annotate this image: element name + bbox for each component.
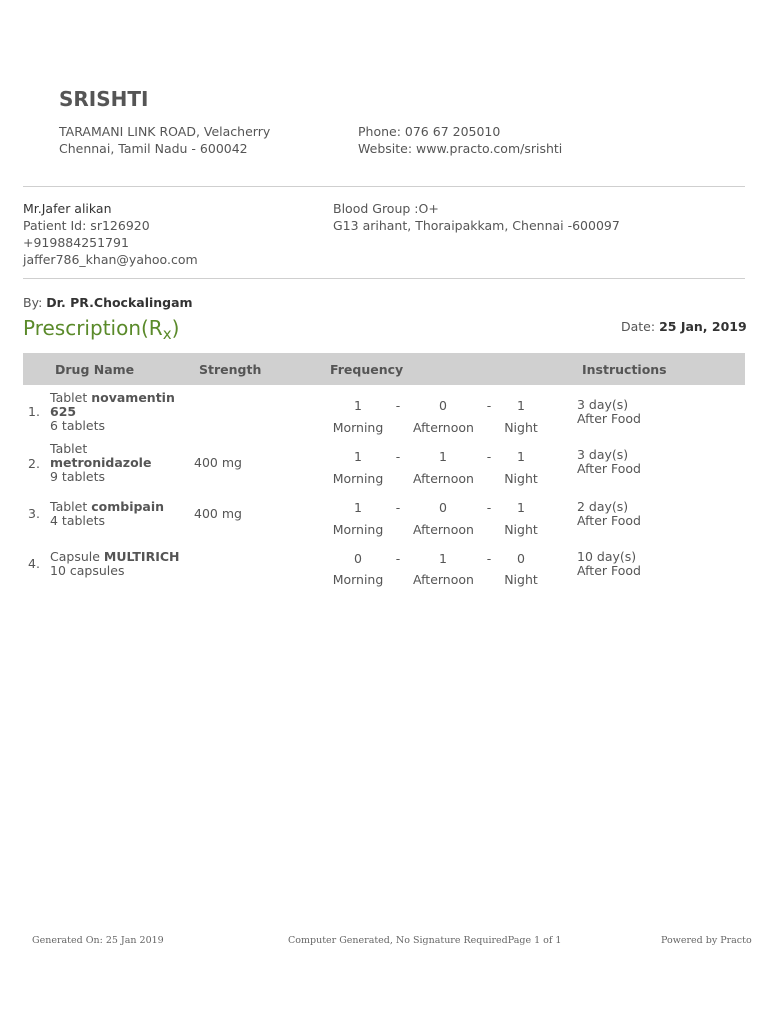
drug-qty: 4 tablets (50, 513, 105, 528)
clinic-phone: Phone: 076 67 205010 (358, 124, 501, 139)
instruction: After Food (577, 563, 641, 578)
label-night: Night (504, 471, 538, 486)
prescription-date (621, 318, 747, 335)
drug-name: novamentin 625 (50, 390, 175, 419)
drug-form: Tablet (50, 499, 88, 514)
label-morning: Morning (332, 420, 384, 435)
drug-strength: 400 mg (194, 506, 242, 521)
doctor-name: Dr. PR.Chockalingam (46, 295, 193, 310)
divider (23, 278, 745, 279)
row-number: 1. (28, 404, 40, 419)
footer-powered: Powered by Practo (661, 935, 752, 946)
row-number: 3. (28, 506, 40, 521)
label-afternoon: Afternoon (413, 572, 474, 587)
dose-night: 1 (517, 398, 525, 413)
dose-separator: - (486, 551, 492, 566)
drug-qty: 9 tablets (50, 469, 105, 484)
prescription-title-sub: x (162, 325, 172, 343)
dose-separator: - (395, 398, 401, 413)
drug-name: MULTIRICH (103, 549, 180, 564)
label-afternoon: Afternoon (413, 420, 474, 435)
drug-form: Capsule (50, 549, 100, 564)
label-morning: Morning (332, 522, 384, 537)
dose-afternoon: 1 (439, 551, 447, 566)
row-number: 2. (28, 456, 40, 471)
dose-separator: - (486, 398, 492, 413)
label-night: Night (504, 420, 538, 435)
drug-cell (50, 442, 160, 484)
divider (23, 186, 745, 187)
dose-morning: 0 (354, 551, 362, 566)
patient-address: G13 arihant, Thoraipakkam, Chennai -600097 (333, 218, 620, 233)
drug-name: combipain (91, 499, 165, 514)
clinic-name: SRISHTI (59, 87, 149, 111)
duration: 2 day(s) (577, 499, 629, 514)
drug-cell (50, 391, 185, 433)
dose-afternoon: 0 (439, 500, 447, 515)
dose-separator: - (395, 449, 401, 464)
drug-name: metronidazole (50, 455, 152, 470)
label-morning: Morning (332, 572, 384, 587)
dose-separator: - (486, 449, 492, 464)
dose-afternoon: 0 (439, 398, 447, 413)
drug-qty: 10 capsules (50, 563, 125, 578)
date-label: Date: (621, 319, 656, 334)
dose-separator: - (395, 500, 401, 515)
instruction: After Food (577, 461, 641, 476)
prescription-title-text: Prescription(R (23, 316, 163, 340)
label-night: Night (504, 572, 538, 587)
header-drug-name: Drug Name (55, 362, 135, 377)
dose-morning: 1 (354, 449, 362, 464)
prescription-title-end: ) (171, 316, 180, 340)
patient-name: Mr.Jafer alikan (23, 201, 112, 216)
instruction-cell (577, 550, 641, 578)
prescription-title (23, 315, 179, 343)
label-afternoon: Afternoon (413, 522, 474, 537)
dose-afternoon: 1 (439, 449, 447, 464)
patient-email: jaffer786_khan@yahoo.com (23, 252, 198, 267)
dose-night: 0 (517, 551, 525, 566)
label-afternoon: Afternoon (413, 471, 474, 486)
duration: 3 day(s) (577, 397, 629, 412)
table-header (23, 353, 745, 385)
clinic-address-line1: TARAMANI LINK ROAD, Velacherry (59, 124, 271, 139)
footer-generated: Generated On: 25 Jan 2019 (32, 935, 164, 946)
instruction: After Food (577, 411, 641, 426)
duration: 3 day(s) (577, 447, 629, 462)
header-frequency: Frequency (330, 362, 404, 377)
instruction-cell (577, 500, 641, 528)
doctor-line (23, 294, 193, 311)
dose-morning: 1 (354, 500, 362, 515)
instruction-cell (577, 398, 641, 426)
by-label: By: (23, 295, 43, 310)
date-value: 25 Jan, 2019 (659, 319, 747, 334)
dose-morning: 1 (354, 398, 362, 413)
dose-separator: - (486, 500, 492, 515)
label-morning: Morning (332, 471, 384, 486)
patient-id: Patient Id: sr126920 (23, 218, 150, 233)
drug-form: Tablet (50, 441, 88, 456)
header-instructions: Instructions (582, 362, 667, 377)
drug-form: Tablet (50, 390, 88, 405)
dose-separator: - (395, 551, 401, 566)
clinic-address-line2: Chennai, Tamil Nadu - 600042 (59, 141, 248, 156)
drug-qty: 6 tablets (50, 418, 105, 433)
instruction: After Food (577, 513, 641, 528)
patient-phone: +919884251791 (23, 235, 129, 250)
header-strength: Strength (199, 362, 262, 377)
blood-group: Blood Group :O+ (333, 201, 439, 216)
row-number: 4. (28, 556, 40, 571)
drug-cell (50, 550, 200, 578)
label-night: Night (504, 522, 538, 537)
drug-strength: 400 mg (194, 455, 242, 470)
footer-middle: Computer Generated, No Signature RequiredPage 1 of 1 (288, 935, 562, 946)
instruction-cell (577, 448, 641, 476)
clinic-website: Website: www.practo.com/srishti (358, 141, 563, 156)
dose-night: 1 (517, 500, 525, 515)
duration: 10 day(s) (577, 549, 637, 564)
drug-cell (50, 500, 185, 528)
dose-night: 1 (517, 449, 525, 464)
